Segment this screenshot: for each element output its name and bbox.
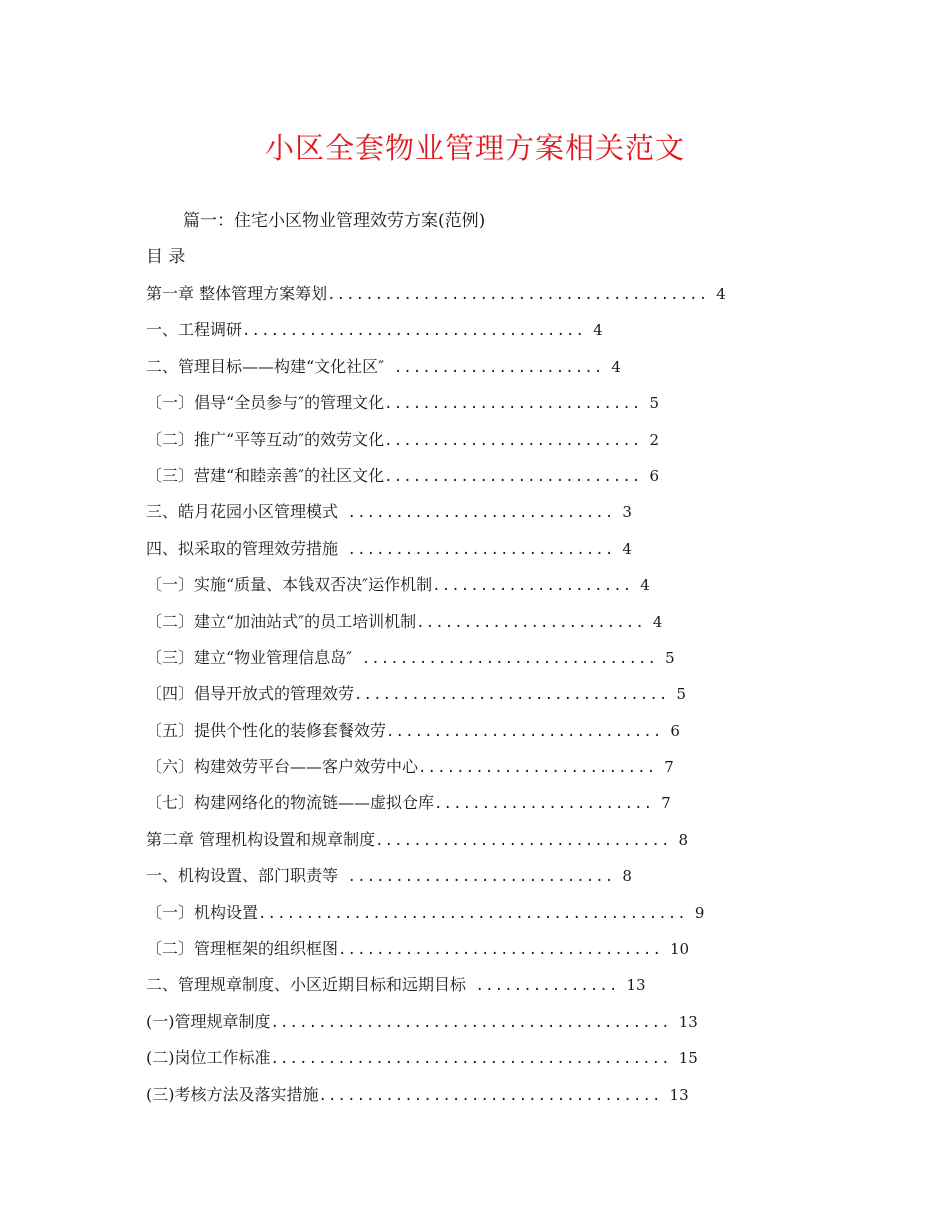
toc-entry-page: 3 bbox=[622, 503, 632, 522]
toc-entry bbox=[146, 281, 726, 317]
toc-entry-text: 〔三〕营建“和睦亲善″的社区文化 bbox=[146, 465, 385, 485]
toc-entry-leader: .................................... bbox=[318, 1087, 662, 1104]
toc-entry bbox=[146, 863, 726, 899]
toc-entry bbox=[146, 609, 726, 645]
toc-entry-page: 4 bbox=[611, 357, 621, 376]
toc-entry-leader: ........................... bbox=[384, 432, 642, 449]
toc-entry-page: 4 bbox=[640, 576, 650, 595]
document-subtitle: 篇一：住宅小区物业管理效劳方案(范例) bbox=[183, 211, 486, 231]
toc-entry-text: 〔五〕提供个性化的装修套餐效劳 bbox=[146, 720, 387, 740]
toc-entry-text: 〔一〕倡导“全员参与″的管理文化 bbox=[146, 393, 385, 413]
toc-entry-text: 第一章 整体管理方案筹划 bbox=[146, 284, 328, 303]
toc-entry bbox=[146, 1009, 726, 1045]
toc-entry-leader: ............................ bbox=[338, 505, 615, 522]
toc-entry-text: 〔四〕倡导开放式的管理效劳 bbox=[146, 684, 355, 704]
toc-entry bbox=[146, 317, 726, 353]
toc-entry-leader: ............................... bbox=[375, 832, 671, 849]
toc-entry-text: 〔二〕建立“加油站式″的员工培训机制 bbox=[146, 611, 417, 631]
toc-entry-leader: ...................... bbox=[384, 359, 604, 376]
toc-entry bbox=[146, 681, 726, 717]
toc-entry bbox=[146, 790, 726, 826]
toc-entry bbox=[146, 536, 726, 572]
toc-entry bbox=[146, 972, 726, 1008]
toc-entry-text: 〔一〕机构设置 bbox=[146, 902, 259, 922]
toc-entry-leader: ....................... bbox=[434, 796, 654, 813]
toc-entry bbox=[146, 1082, 726, 1118]
toc-entry-text: 〔七〕构建网络化的物流链——虚拟仓库 bbox=[146, 793, 435, 813]
toc-heading: 目 录 bbox=[146, 247, 186, 267]
toc-entry-page: 6 bbox=[670, 721, 680, 740]
toc-entry-leader: .......................................... bbox=[270, 1051, 671, 1068]
toc-entry-leader: ..................... bbox=[432, 578, 633, 595]
toc-entry bbox=[146, 754, 726, 790]
toc-entry bbox=[146, 718, 726, 754]
toc-entry bbox=[146, 354, 726, 390]
toc-entry-text: 〔一〕实施“质量、本钱双否决″运作机制 bbox=[146, 575, 433, 595]
toc-entry bbox=[146, 390, 726, 426]
table-of-contents bbox=[146, 281, 726, 1118]
toc-entry-page: 7 bbox=[661, 794, 671, 813]
toc-entry-page: 15 bbox=[678, 1049, 698, 1068]
toc-entry-text: 四、拟采取的管理效劳措施 bbox=[146, 538, 339, 558]
toc-entry bbox=[146, 499, 726, 535]
toc-entry-leader: .................................. bbox=[338, 942, 662, 959]
toc-entry bbox=[146, 936, 726, 972]
toc-entry-leader: ............................... bbox=[352, 650, 658, 667]
toc-entry-text: 二、管理规章制度、小区近期目标和远期目标 bbox=[146, 975, 467, 995]
toc-entry-page: 4 bbox=[652, 612, 663, 631]
toc-entry-page: 13 bbox=[626, 976, 646, 995]
toc-entry-leader: ............................ bbox=[338, 869, 615, 886]
toc-entry-page: 4 bbox=[622, 539, 632, 558]
toc-entry-page: 5 bbox=[649, 394, 659, 413]
toc-entry bbox=[146, 1045, 726, 1081]
toc-entry-text: 〔三〕建立“物业管理信息岛″ bbox=[146, 647, 353, 667]
toc-entry-text: 〔二〕推广“平等互动″的效劳文化 bbox=[146, 429, 385, 449]
toc-entry bbox=[146, 645, 726, 681]
toc-entry-page: 6 bbox=[649, 466, 659, 485]
toc-entry-leader: ......................... bbox=[418, 760, 657, 777]
toc-entry-page: 9 bbox=[694, 903, 705, 922]
toc-entry-page: 8 bbox=[678, 830, 689, 849]
toc-entry-leader: ............... bbox=[466, 978, 619, 995]
toc-entry bbox=[146, 463, 726, 499]
toc-entry-page: 4 bbox=[716, 285, 726, 303]
toc-entry-leader: ........................................ bbox=[327, 287, 709, 303]
toc-entry-page: 5 bbox=[665, 648, 675, 667]
toc-entry-leader: ........................ bbox=[416, 614, 645, 631]
toc-entry-text: (三)考核方法及落实措施 bbox=[146, 1084, 319, 1104]
toc-entry-text: 〔二〕管理框架的组织框图 bbox=[146, 939, 339, 959]
toc-entry-leader: .................................... bbox=[242, 323, 586, 340]
toc-entry-page: 13 bbox=[669, 1085, 689, 1104]
toc-entry bbox=[146, 427, 726, 463]
toc-entry-leader: .......................................... bbox=[270, 1014, 671, 1031]
toc-entry-text: 二、管理目标——构建“文化社区″ bbox=[146, 356, 385, 376]
toc-entry-text: 一、工程调研 bbox=[146, 320, 243, 340]
toc-entry-page: 2 bbox=[649, 430, 659, 449]
toc-entry-text: (一)管理规章制度 bbox=[146, 1011, 271, 1031]
toc-entry-leader: ............................................. bbox=[258, 905, 687, 922]
toc-entry-leader: ........................... bbox=[384, 396, 642, 413]
toc-entry-page: 7 bbox=[664, 758, 674, 777]
toc-entry-text: 三、皓月花园小区管理模式 bbox=[146, 502, 339, 522]
toc-entry-page: 8 bbox=[622, 867, 632, 886]
toc-entry-text: 〔六〕构建效劳平台——客户效劳中心 bbox=[146, 757, 419, 777]
toc-entry-page: 4 bbox=[593, 321, 603, 340]
toc-entry-text: 一、机构设置、部门职责等 bbox=[146, 866, 339, 886]
toc-entry-page: 5 bbox=[676, 685, 687, 704]
toc-entry-page: 10 bbox=[670, 940, 690, 959]
toc-entry-leader: ................................. bbox=[354, 687, 669, 704]
toc-entry-text: (二)岗位工作标准 bbox=[146, 1048, 271, 1068]
toc-entry bbox=[146, 900, 726, 936]
toc-entry-leader: ............................. bbox=[386, 723, 663, 740]
toc-entry-text: 第二章 管理机构设置和规章制度 bbox=[146, 829, 376, 849]
toc-entry bbox=[146, 572, 726, 608]
toc-entry-leader: ........................... bbox=[384, 468, 642, 485]
document-title: 小区全套物业管理方案相关范文 bbox=[264, 131, 685, 165]
toc-entry bbox=[146, 827, 726, 863]
toc-entry-leader: ............................ bbox=[338, 541, 615, 558]
toc-entry-page: 13 bbox=[678, 1012, 698, 1031]
